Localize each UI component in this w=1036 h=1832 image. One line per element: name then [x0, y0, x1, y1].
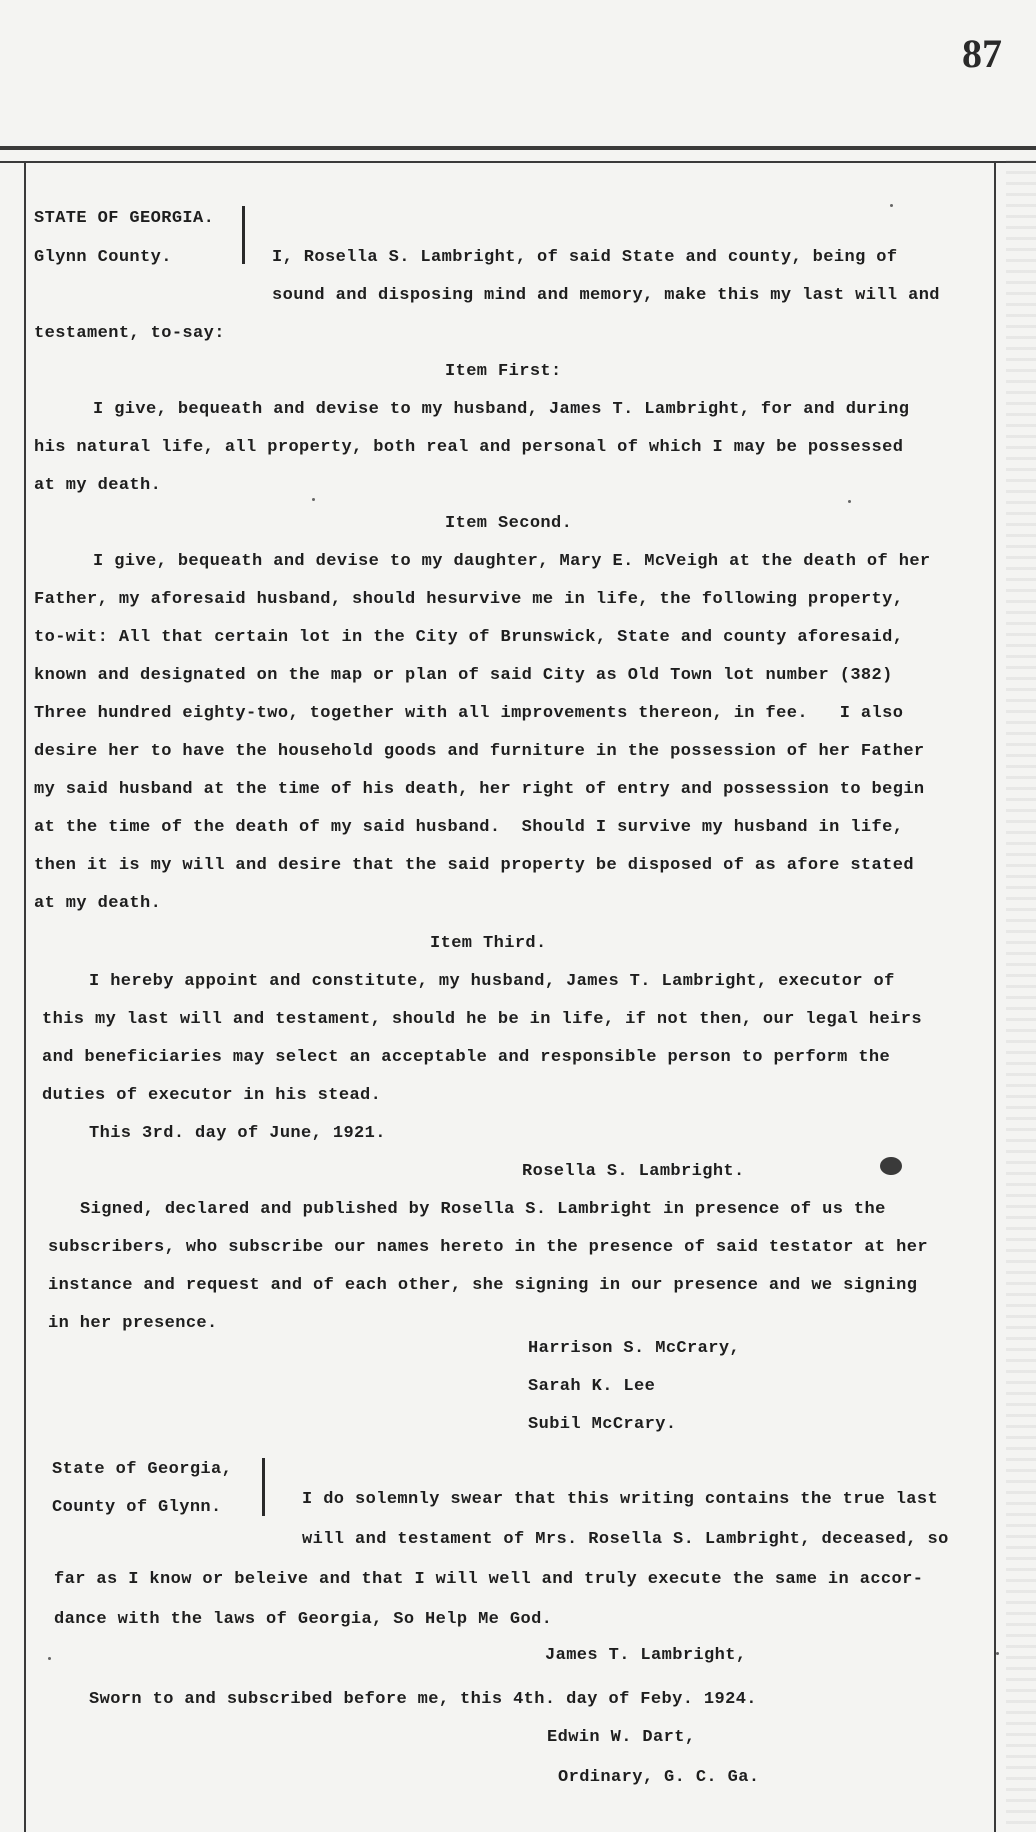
- item-second-line: known and designated on the map or plan of said City as Old Town lot number (382): [34, 666, 893, 685]
- item-second-line: at my death.: [34, 894, 162, 913]
- oath-line-2: will and testament of Mrs. Rosella S. Lambright, deceased, so: [302, 1530, 949, 1549]
- oath-caption-state: State of Georgia,: [52, 1460, 233, 1479]
- witness-signature: Sarah K. Lee: [528, 1377, 656, 1396]
- item-second-line: Three hundred eighty-two, together with all improvements thereon, in fee. I also: [34, 704, 904, 723]
- attestation-line: instance and request and of each other, she signing in our presence and we signing: [48, 1276, 918, 1295]
- scan-edge-texture: [1006, 160, 1036, 1832]
- ordinary-title: Ordinary, G. C. Ga.: [558, 1768, 760, 1787]
- will-opening-line-2: sound and disposing mind and memory, make this my last will and: [272, 286, 940, 305]
- oath-line-3: far as I know or beleive and that I will well and truly execute the same in accor-: [54, 1570, 924, 1589]
- caption-state: STATE OF GEORGIA.: [34, 209, 215, 228]
- scan-speck: [996, 1652, 999, 1655]
- item-first-line: at my death.: [34, 476, 162, 495]
- item-second-line: at the time of the death of my said husband. Should I survive my husband in life,: [34, 818, 904, 837]
- item-second-line: desire her to have the household goods and furniture in the possession of her Father: [34, 742, 925, 761]
- item-second-line: Father, my aforesaid husband, should hesurvive me in life, the following property,: [34, 590, 904, 609]
- scan-speck: [312, 498, 315, 501]
- executor-signature: James T. Lambright,: [545, 1646, 747, 1665]
- scan-speck: [848, 500, 851, 503]
- will-opening-line-1: I, Rosella S. Lambright, of said State and county, being of: [272, 248, 898, 267]
- attestation-line: Signed, declared and published by Rosella S. Lambright in presence of us the: [80, 1200, 886, 1219]
- item-second-line: I give, bequeath and devise to my daughter, Mary E. McVeigh at the death of her: [93, 552, 931, 571]
- item-second-title: Item Second.: [445, 514, 573, 533]
- ordinary-name: Edwin W. Dart,: [547, 1728, 696, 1747]
- caption-county: Glynn County.: [34, 248, 172, 267]
- scan-speck: [48, 1657, 51, 1660]
- will-date-line: This 3rd. day of June, 1921.: [89, 1124, 386, 1143]
- caption-brace: [242, 206, 245, 264]
- item-second-line: to-wit: All that certain lot in the City of Brunswick, State and county aforesaid,: [34, 628, 904, 647]
- item-third-line: this my last will and testament, should he be in life, if not then, our legal heirs: [42, 1010, 922, 1029]
- item-third-title: Item Third.: [430, 934, 547, 953]
- item-first-title: Item First:: [445, 362, 562, 381]
- item-third-line: I hereby appoint and constitute, my husband, James T. Lambright, executor of: [89, 972, 895, 991]
- page-number: 87: [962, 31, 1002, 76]
- oath-caption-brace: [262, 1458, 265, 1516]
- sworn-line: Sworn to and subscribed before me, this 4th. day of Feby. 1924.: [89, 1690, 757, 1709]
- scan-speck: [890, 204, 893, 207]
- ink-blot: [880, 1157, 902, 1175]
- item-second-line: then it is my will and desire that the said property be disposed of as afore stated: [34, 856, 914, 875]
- oath-caption-county: County of Glynn.: [52, 1498, 222, 1517]
- item-third-line: duties of executor in his stead.: [42, 1086, 382, 1105]
- witness-signature: Subil McCrary.: [528, 1415, 677, 1434]
- item-second-line: my said husband at the time of his death, her right of entry and possession to begin: [34, 780, 925, 799]
- will-opening-line-3: testament, to-say:: [34, 324, 225, 343]
- oath-line-4: dance with the laws of Georgia, So Help Me God.: [54, 1610, 553, 1629]
- attestation-line: in her presence.: [48, 1314, 218, 1333]
- item-third-line: and beneficiaries may select an acceptable and responsible person to perform the: [42, 1048, 891, 1067]
- testator-signature: Rosella S. Lambright.: [522, 1162, 745, 1181]
- witness-signature: Harrison S. McCrary,: [528, 1339, 741, 1358]
- item-first-line: his natural life, all property, both real and personal of which I may be possessed: [34, 438, 904, 457]
- attestation-line: subscribers, who subscribe our names hereto in the presence of said testator at her: [48, 1238, 928, 1257]
- item-first-line: I give, bequeath and devise to my husband, James T. Lambright, for and during: [93, 400, 910, 419]
- oath-line-1: I do solemnly swear that this writing contains the true last: [302, 1490, 939, 1509]
